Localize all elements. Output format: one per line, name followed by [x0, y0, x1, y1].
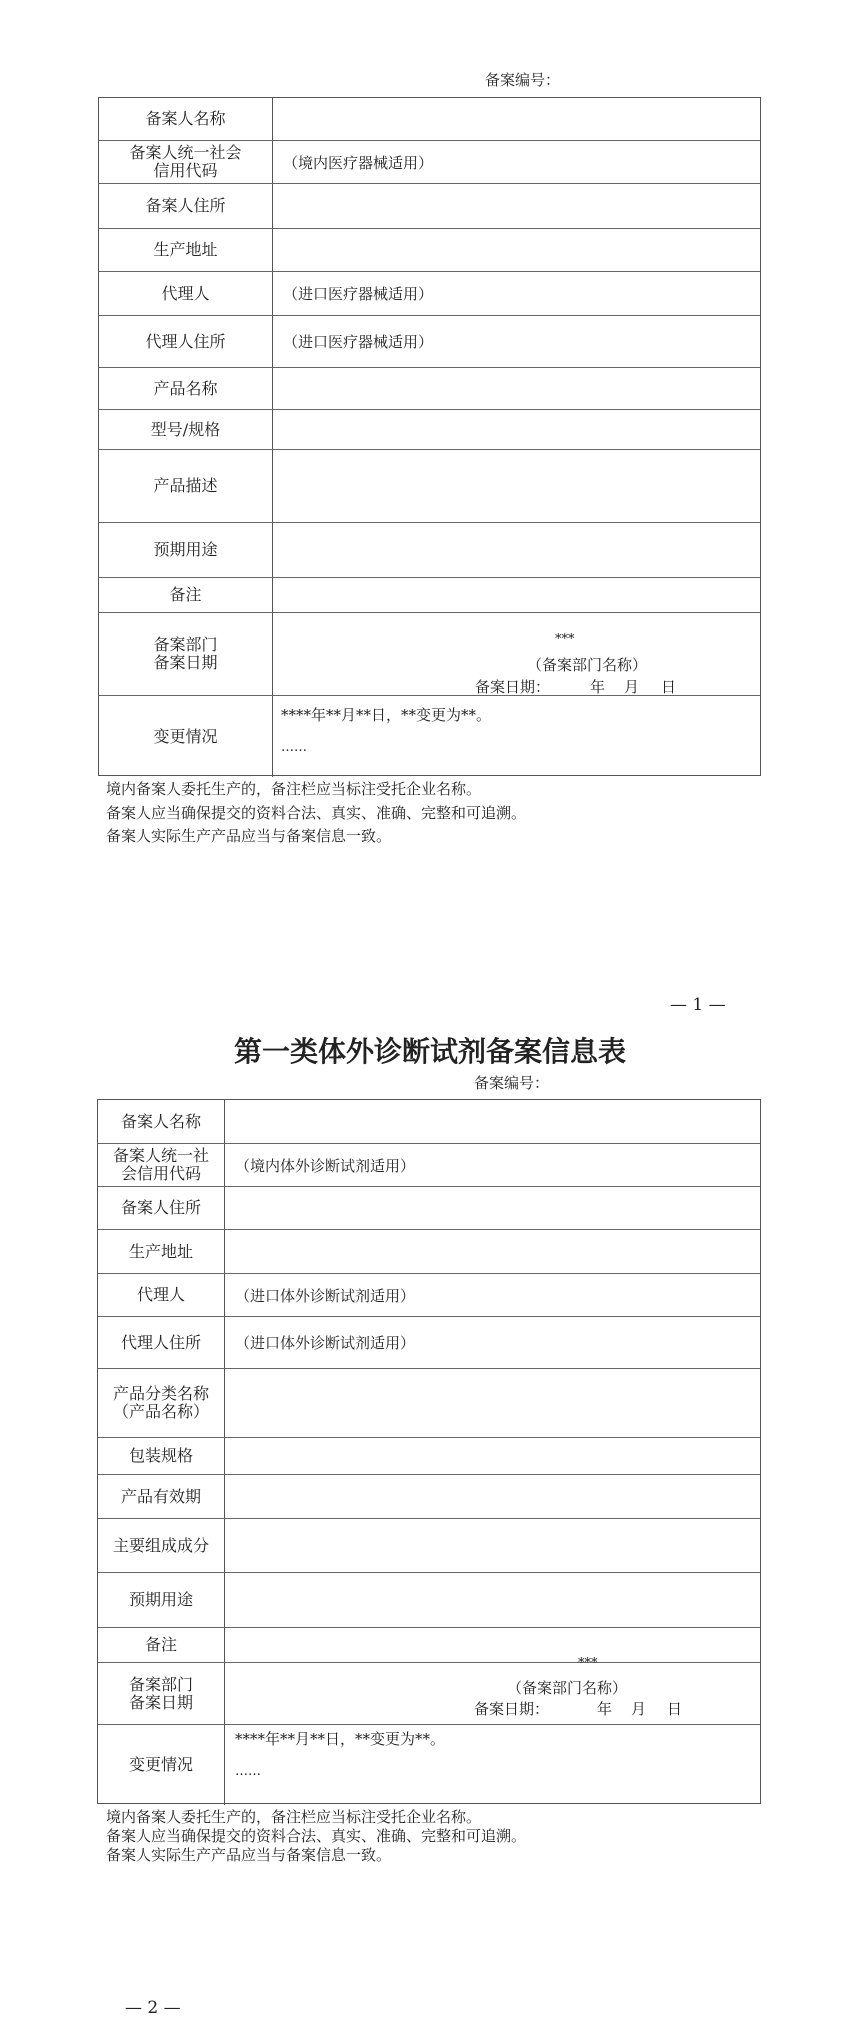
row-value[interactable] — [225, 1438, 760, 1474]
table-row — [99, 272, 760, 316]
change-line: ****年**月**日，**变更为**。 — [235, 1730, 446, 1748]
note-2: 备案人应当确保提交的资料合法、真实、准确、完整和可追溯。 — [106, 804, 527, 822]
table-row — [98, 1438, 760, 1475]
table-row — [98, 1274, 760, 1317]
table-row — [99, 316, 760, 368]
table-row — [98, 1369, 760, 1438]
note-1: 境内备案人委托生产的，备注栏应当标注受托企业名称。 — [106, 780, 482, 798]
row-value[interactable] — [225, 1187, 760, 1229]
row-label: 产品名称 — [99, 368, 273, 409]
table-row — [99, 410, 760, 450]
row-label: 备案人住所 — [98, 1187, 225, 1229]
year-label: 年 — [590, 678, 606, 696]
table-row — [98, 1230, 760, 1274]
record-number-label: 备案编号： — [474, 1074, 550, 1092]
row-label: 代理人住所 — [98, 1317, 225, 1368]
table-row — [99, 184, 760, 229]
day-label: 日 — [661, 678, 677, 696]
row-label: 产品有效期 — [98, 1475, 225, 1518]
row-label: 主要组成成分 — [98, 1519, 225, 1572]
day-label: 日 — [667, 1700, 683, 1718]
table-row — [99, 368, 760, 410]
row-label: 备注 — [98, 1628, 225, 1662]
row-value[interactable] — [273, 98, 760, 140]
row-label: 包装规格 — [98, 1438, 225, 1474]
table-row — [99, 229, 760, 272]
note-3: 备案人实际生产产品应当与备案信息一致。 — [106, 1846, 392, 1864]
note-1: 境内备案人委托生产的，备注栏应当标注受托企业名称。 — [106, 1808, 482, 1826]
row-label: 代理人住所 — [99, 316, 273, 367]
month-label: 月 — [624, 678, 640, 696]
row-label: 预期用途 — [98, 1573, 225, 1627]
change-line: ****年**月**日，**变更为**。 — [281, 706, 492, 724]
row-value[interactable] — [225, 1519, 760, 1572]
row-label: 备案人统一社会信用代码 — [99, 141, 273, 183]
row-value[interactable]: （进口体外诊断试剂适用） — [235, 1286, 416, 1305]
row-value[interactable] — [225, 1475, 760, 1518]
record-date-label: 备案日期： — [475, 678, 551, 696]
dept-name: （备案部门名称） — [527, 656, 648, 674]
note-3: 备案人实际生产产品应当与备案信息一致。 — [106, 827, 392, 845]
row-label: 代理人 — [99, 272, 273, 315]
row-label: 备案人名称 — [99, 98, 273, 140]
table-row — [99, 523, 760, 578]
table-row — [99, 450, 760, 523]
table-row — [98, 1519, 760, 1573]
table-row — [98, 1317, 760, 1369]
table-row — [98, 1144, 760, 1187]
row-label: 产品分类名称（产品名称） — [98, 1369, 225, 1437]
row-value[interactable] — [225, 1573, 760, 1627]
table-row — [98, 1628, 760, 1663]
row-label: 代理人 — [98, 1274, 225, 1316]
row-label: 备案人住所 — [99, 184, 273, 228]
page-number: — 2 — — [125, 1998, 181, 2018]
table-row — [98, 1573, 760, 1628]
table-row — [99, 98, 760, 141]
note-2: 备案人应当确保提交的资料合法、真实、准确、完整和可追溯。 — [106, 1827, 527, 1845]
table-row — [98, 1187, 760, 1230]
row-label: 备案部门 备案日期 — [99, 613, 273, 695]
row-value[interactable]: （进口医疗器械适用） — [283, 285, 434, 303]
record-date-label: 备案日期： — [474, 1700, 550, 1718]
row-label: 备注 — [99, 578, 273, 612]
dept-stars: *** — [555, 632, 575, 647]
ivd-reagent-record-table — [97, 1099, 761, 1804]
table-row — [98, 1663, 760, 1725]
row-value[interactable] — [273, 523, 760, 577]
dept-stars: *** — [578, 1656, 598, 1671]
medical-device-record-table — [98, 97, 761, 776]
row-value[interactable]: （进口医疗器械适用） — [283, 333, 434, 351]
row-label: 产品描述 — [99, 450, 273, 522]
row-value[interactable]: （进口体外诊断试剂适用） — [235, 1334, 416, 1352]
row-value[interactable] — [273, 450, 760, 522]
row-value[interactable] — [273, 229, 760, 271]
row-value[interactable] — [225, 1230, 760, 1273]
change-ellipsis: …… — [281, 740, 307, 755]
table-row — [99, 141, 760, 184]
row-value[interactable]: （境内医疗器械适用） — [283, 153, 434, 172]
row-value[interactable]: （境内体外诊断试剂适用） — [235, 1156, 416, 1175]
row-value[interactable] — [273, 368, 760, 409]
page-number: — 1 — — [670, 995, 726, 1015]
row-value[interactable] — [273, 410, 760, 449]
row-label: 生产地址 — [99, 229, 273, 271]
month-label: 月 — [631, 1700, 647, 1718]
row-label: 备案人名称 — [98, 1100, 225, 1143]
row-label: 生产地址 — [98, 1230, 225, 1273]
row-label: 备案人统一社会信用代码 — [98, 1144, 225, 1186]
row-label: 变更情况 — [98, 1725, 225, 1805]
row-label: 预期用途 — [99, 523, 273, 577]
row-value[interactable] — [273, 184, 760, 228]
record-number-label: 备案编号： — [485, 71, 561, 89]
change-ellipsis: …… — [235, 1764, 261, 1779]
row-label: 备案部门 备案日期 — [98, 1663, 225, 1724]
row-label: 型号/规格 — [99, 410, 273, 449]
table-row — [99, 578, 760, 613]
row-value[interactable] — [273, 578, 760, 612]
page-title: 第一类体外诊断试剂备案信息表 — [233, 1035, 626, 1068]
table-row — [98, 1100, 760, 1144]
year-label: 年 — [597, 1700, 613, 1718]
row-value[interactable] — [225, 1100, 760, 1143]
row-value[interactable] — [225, 1369, 760, 1437]
row-value[interactable] — [225, 1628, 760, 1662]
row-label: 变更情况 — [99, 696, 273, 777]
table-row — [98, 1475, 760, 1519]
dept-name: （备案部门名称） — [507, 1679, 628, 1697]
